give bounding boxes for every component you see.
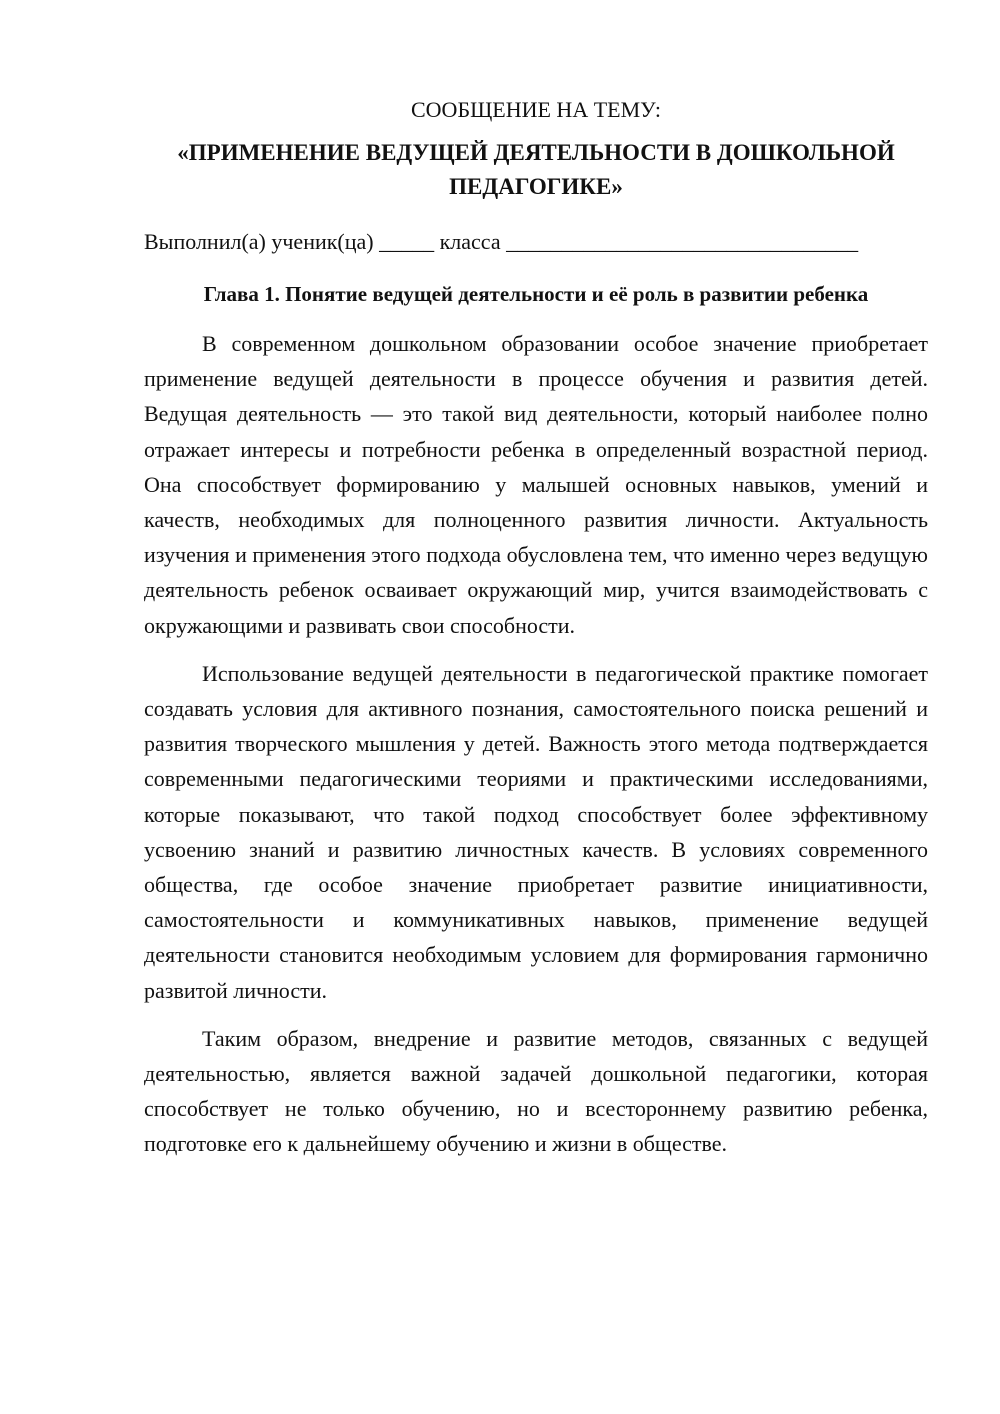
document-page (144, 94, 928, 1162)
chapter-title: Глава 1. Понятие ведущей деятельности и её роль в развитии ребенка (203, 282, 869, 306)
paragraph-2: Использование ведущей деятельности в педагогической практике помогает создавать условия для активного познания, самостоятельного поиска решений и развития творческого мышления у детей. Важность этого метода подтверждается современными педагогическими теориями и практическими исследованиями, которые показывают, что такой подход способствует более эффективному усвоению знаний и развитию личностных качеств. В условиях современного общества, где особое значение приобретает развитие инициативности, самостоятельности и коммуникативных навыков, применение ведущей деятельности становится необходимым условием для формирования гармонично развитой личности. (144, 660, 928, 1003)
author-line: Выполнил(а) ученик(ца) _____ класса ________________________________ (144, 229, 859, 254)
document-title: «ПРИМЕНЕНИЕ ВЕДУЩЕЙ ДЕЯТЕЛЬНОСТИ В ДОШКОЛЬНОЙ ПЕДАГОГИКЕ» (177, 140, 895, 199)
paragraph-3: Таким образом, внедрение и развитие методов, связанных с ведущей деятельностью, является важной задачей дошкольной педагогики, которая способствует не только обучению, но и всестороннему развитию ребенка, подготовке его к дальнейшему обучению и жизни в обществе. (144, 1025, 928, 1157)
paragraph-1: В современном дошкольном образовании особое значение приобретает применение ведущей деятельности в процессе обучения и развития детей. Ведущая деятельность — это такой вид деятельности, который наиболее полно отражает интересы и потребности ребенка в определенный возрастной период. Она способствует формированию у малышей основных навыков, умений и качеств, необходимых для полноценного развития личности. Актуальность изучения и применения этого подхода обусловлена тем, что именно через ведущую деятельность ребенок осваивает окружающий мир, учится взаимодействовать с окружающими и развивать свои способности. (144, 331, 928, 638)
document-heading: СООБЩЕНИЕ НА ТЕМУ: (411, 97, 661, 122)
